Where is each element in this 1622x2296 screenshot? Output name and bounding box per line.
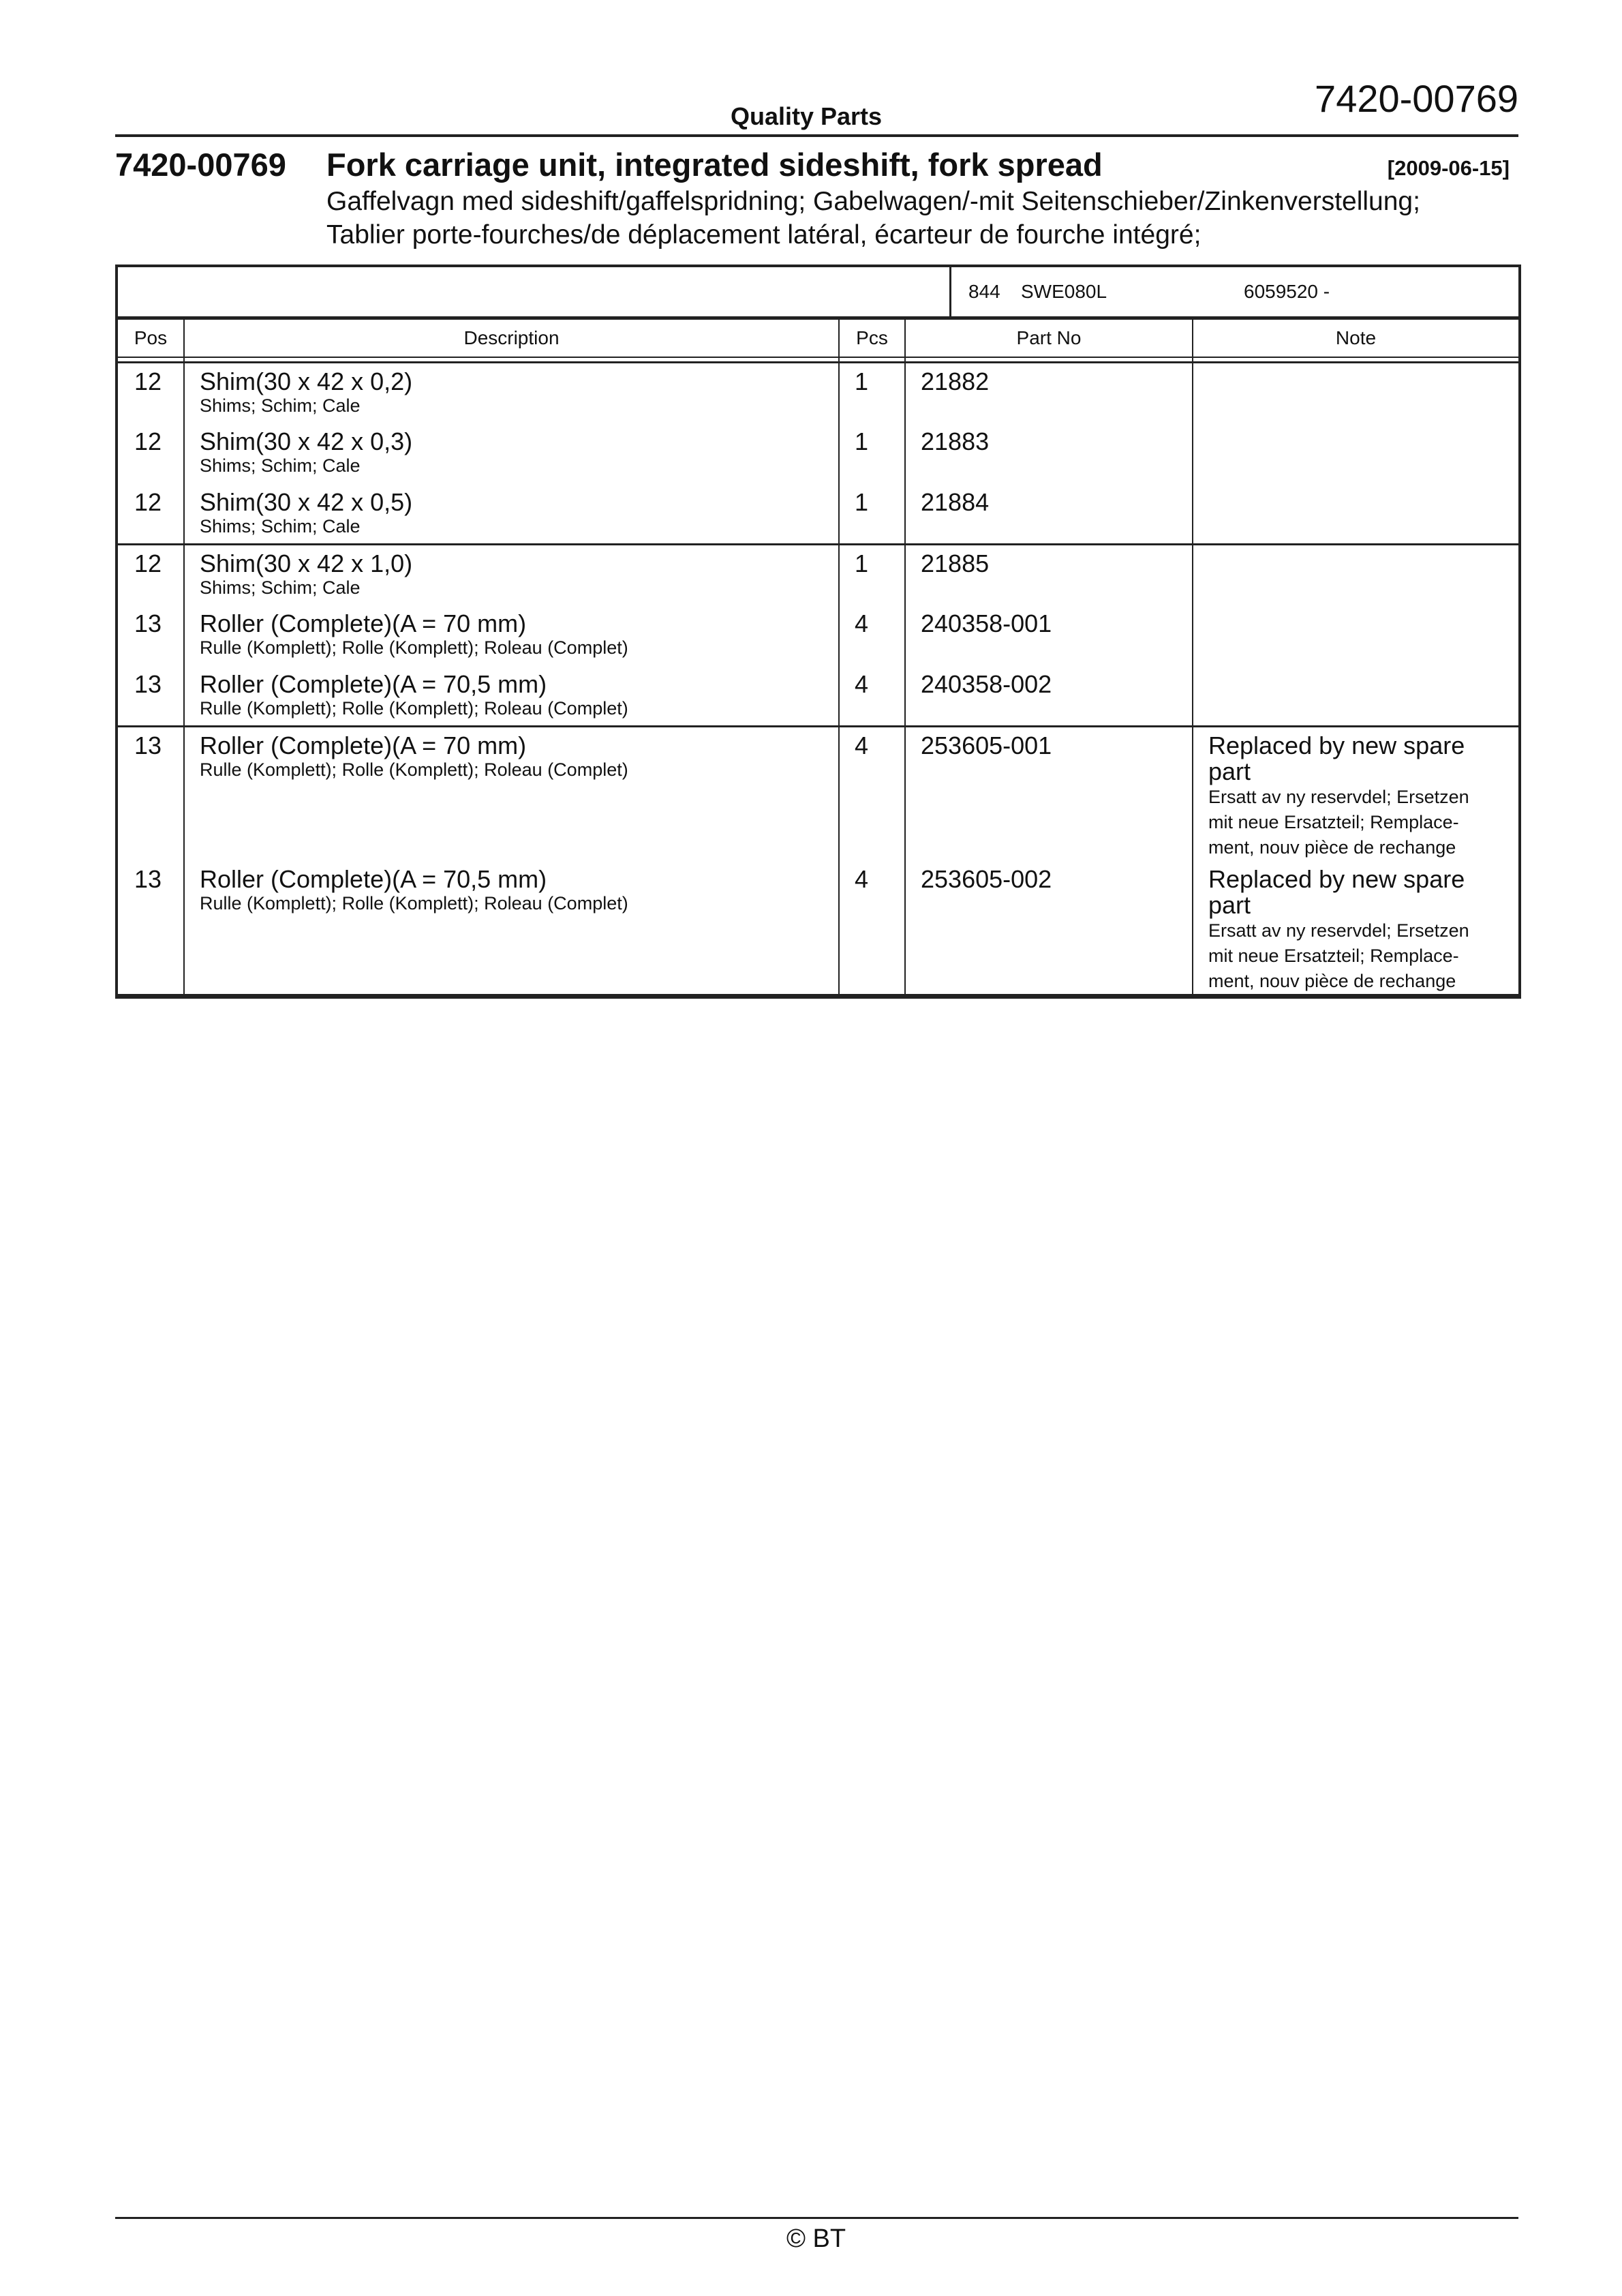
table-row[interactable] [118,861,1518,995]
part-no: 21884 [921,487,990,516]
note: Replaced by new spare part [1208,864,1465,919]
part-no: 21882 [921,367,990,395]
description: Shim(30 x 42 x 1,0) [200,549,413,577]
assembly-number: 7420-00769 [115,147,286,183]
pos: 13 [134,609,162,637]
col-pcs: Pcs [839,320,905,357]
footer-divider [115,2217,1518,2219]
description-translation: Rulle (Komplett); Rolle (Komplett); Roleau (Complet) [200,697,628,719]
pcs: 4 [855,609,869,637]
description-translation: Shims; Schim; Cale [200,455,361,476]
description-translation: Shims; Schim; Cale [200,577,361,598]
header-label: Quality Parts [730,102,883,130]
part-no: 253605-002 [921,864,1052,893]
pcs: 4 [855,669,869,698]
col-note: Note [1193,320,1518,357]
description-translation: Shims; Schim; Cale [200,515,361,537]
assembly-date: [2009-06-15] [1387,156,1510,180]
part-no: 21883 [921,427,990,455]
title-translation: Gaffelvagn med sideshift/gaffelspridning; Gabelwagen/-mit Seitenschieber/Zinkenverstellung; [326,187,1420,216]
pos: 13 [134,669,162,698]
col-part-no: Part No [905,320,1193,357]
description-translation: Shims; Schim; Cale [200,395,361,416]
description: Shim(30 x 42 x 0,2) [200,367,413,395]
pcs: 4 [855,731,869,759]
model-code: 844 [968,281,1000,302]
copyright: © BT [786,2224,846,2253]
part-no: 240358-002 [921,669,1052,698]
pos: 12 [134,367,162,395]
pcs: 1 [855,427,869,455]
col-description: Description [184,320,839,357]
description: Roller (Complete)(A = 70,5 mm) [200,864,547,893]
table-row[interactable] [118,545,1518,605]
pos: 13 [134,731,162,759]
pos: 12 [134,487,162,516]
description-translation: Rulle (Komplett); Rolle (Komplett); Roleau (Complet) [200,637,628,658]
description-translation: Rulle (Komplett); Rolle (Komplett); Roleau (Complet) [200,892,628,913]
part-no: 240358-001 [921,609,1052,637]
pcs: 4 [855,864,869,893]
model-serial: 6059520 - [1244,281,1330,302]
pos: 12 [134,549,162,577]
model-name: SWE080L [1021,281,1107,302]
table-row[interactable] [118,727,1518,861]
table-row[interactable] [118,666,1518,727]
pos: 13 [134,864,162,893]
part-no: 21885 [921,549,990,577]
header-divider [115,134,1518,137]
description: Roller (Complete)(A = 70 mm) [200,609,527,637]
table-row[interactable] [118,605,1518,666]
part-no: 253605-001 [921,731,1052,759]
table-row[interactable] [118,363,1518,423]
description: Roller (Complete)(A = 70,5 mm) [200,669,547,698]
document-number: 7420-00769 [1315,77,1518,120]
title-translation: Tablier porte-fourches/de déplacement latéral, écarteur de fourche intégré; [326,220,1202,250]
model-divider [949,267,951,316]
parts-table [115,265,1521,999]
col-pos: Pos [118,320,184,357]
description: Shim(30 x 42 x 0,3) [200,427,413,455]
note-translation: Ersatt av ny reservdel; Ersetzen mit neue Ersatzteil; Remplace-ment, nouv pièce de rechange [1208,787,1469,858]
assembly-title: Fork carriage unit, integrated sideshift, fork spread [326,147,1103,183]
note-translation: Ersatt av ny reservdel; Ersetzen mit neue Ersatzteil; Remplace-ment, nouv pièce de rechange [1208,920,1469,991]
description: Shim(30 x 42 x 0,5) [200,487,413,516]
pos: 12 [134,427,162,455]
pcs: 1 [855,487,869,516]
column-headers [118,320,1518,357]
table-row[interactable] [118,423,1518,484]
pcs: 1 [855,549,869,577]
description: Roller (Complete)(A = 70 mm) [200,731,527,759]
pcs: 1 [855,367,869,395]
note: Replaced by new spare part [1208,731,1465,785]
model-box [118,267,1518,320]
table-row[interactable] [118,484,1518,545]
description-translation: Rulle (Komplett); Rolle (Komplett); Roleau (Complet) [200,759,628,780]
